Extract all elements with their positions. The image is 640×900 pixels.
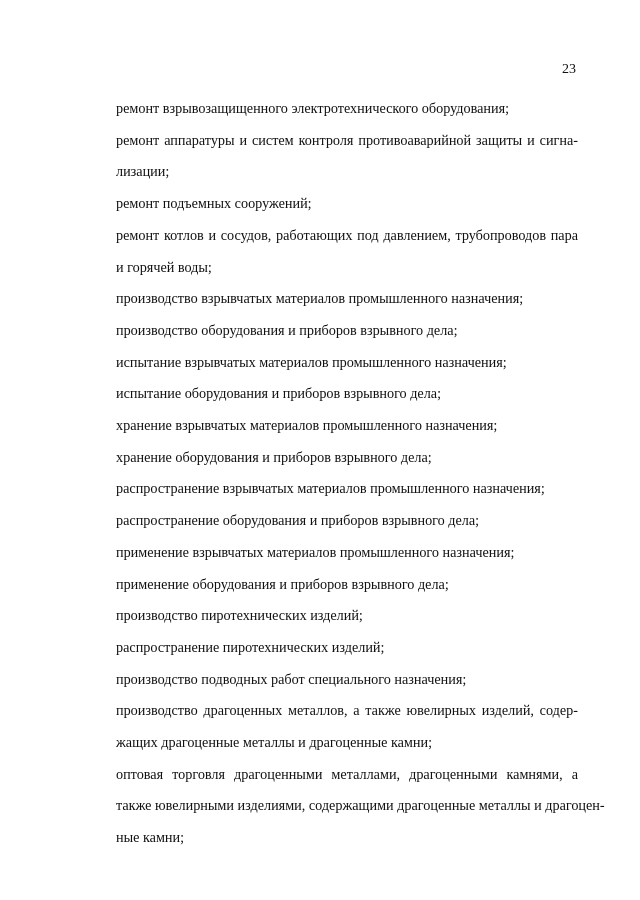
list-item — [82, 506, 578, 538]
text-line: производство подводных работ специального назначения; — [116, 671, 467, 688]
list-item — [82, 474, 578, 506]
text-line: применение оборудования и приборов взрывного дела; — [116, 576, 449, 593]
list-item — [82, 189, 578, 221]
text-line: хранение оборудования и приборов взрывного дела; — [116, 449, 432, 466]
list-item — [82, 126, 578, 189]
text-line: лизации; — [116, 164, 170, 181]
list-item — [82, 570, 578, 602]
text-line: ремонт котлов и сосудов, работающих под давлением, трубопроводов пара — [116, 227, 578, 244]
text-line: хранение взрывчатых материалов промышленного назначения; — [116, 418, 498, 435]
text-line: жащих драгоценные металлы и драгоценные камни; — [116, 735, 433, 752]
text-line: распространение взрывчатых материалов промышленного назначения; — [116, 481, 545, 498]
text-line: производство оборудования и приборов взрывного дела; — [116, 322, 458, 339]
list-item — [82, 221, 578, 284]
list-item — [82, 94, 578, 126]
text-line: ремонт подъемных сооружений; — [116, 196, 312, 213]
list-item — [82, 633, 578, 665]
text-line: также ювелирными изделиями, содержащими драгоценные металлы и драгоцен- — [116, 798, 605, 815]
text-line: испытание оборудования и приборов взрывного дела; — [116, 386, 442, 403]
text-line: ные камни; — [116, 830, 185, 847]
text-line: распространение оборудования и приборов взрывного дела; — [116, 513, 480, 530]
list-item — [82, 601, 578, 633]
text-line: применение взрывчатых материалов промышленного назначения; — [116, 544, 515, 561]
text-line: ремонт аппаратуры и систем контроля противоаварийной защиты и сигна- — [116, 132, 578, 149]
text-line: распространение пиротехнических изделий; — [116, 639, 385, 656]
text-line: производство пиротехнических изделий; — [116, 608, 363, 625]
text-line: и горячей воды; — [116, 259, 212, 276]
list-item — [82, 348, 578, 380]
list-item — [82, 696, 578, 759]
body-text — [82, 94, 605, 855]
text-line: ремонт взрывозащищенного электротехнического оборудования; — [116, 101, 510, 117]
list-item — [82, 379, 578, 411]
list-item — [82, 760, 605, 855]
list-item — [82, 284, 578, 316]
list-item — [82, 411, 578, 443]
text-line: производство взрывчатых материалов промышленного назначения; — [116, 291, 524, 308]
text-line: оптовая торговля драгоценными металлами, драгоценными камнями, а — [116, 766, 578, 783]
text-line: испытание взрывчатых материалов промышленного назначения; — [116, 354, 507, 371]
page-number: 23 — [562, 62, 576, 77]
text-line: производство драгоценных металлов, а также ювелирных изделий, содер- — [116, 703, 578, 720]
list-item — [82, 443, 578, 475]
list-item — [82, 665, 578, 697]
list-item — [82, 316, 578, 348]
list-item — [82, 538, 578, 570]
